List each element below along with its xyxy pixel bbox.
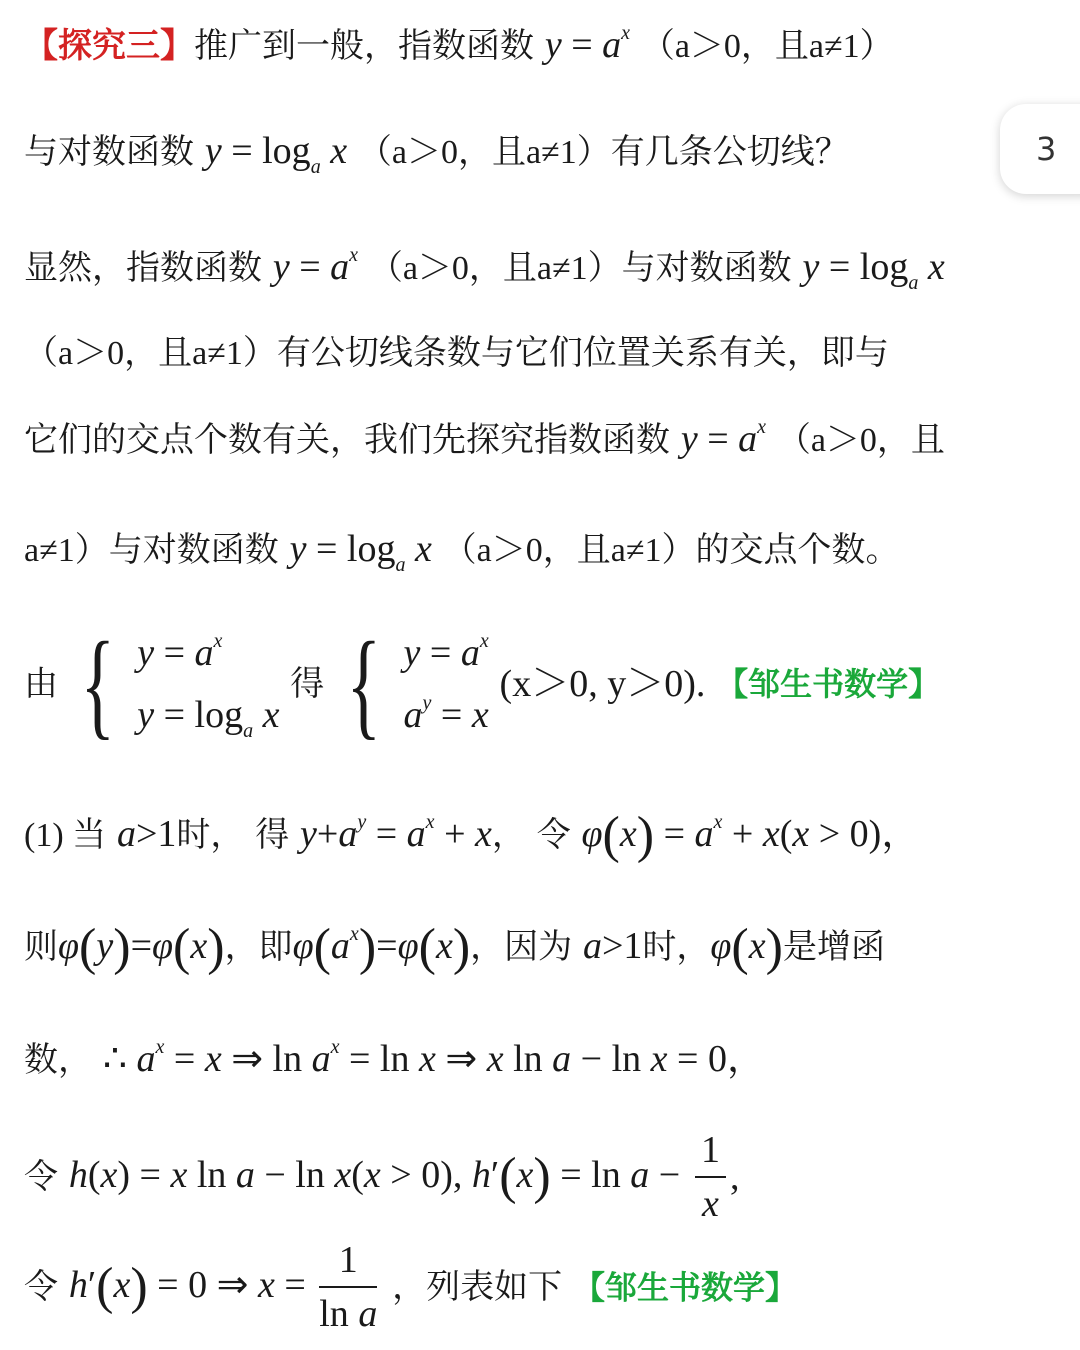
fraction-1-over-lna	[319, 1238, 377, 1337]
fraction-1-over-x	[695, 1128, 726, 1227]
ln-line: 数， ∴ $a^x = x$ ⇒ $\ln a^x = \ln x$ ⇒ x ln a − ln x = 0，	[24, 1036, 765, 1080]
h-prefix: 令	[24, 1157, 58, 1198]
frac-numerator: 1	[319, 1238, 377, 1288]
equation-system-1: { $y = a^x$ $y = \log_a x$	[80, 617, 280, 750]
para-line-4: a≠1）与对数函数 $y = \log_a x$ （a＞0，且a≠1）的交点个数。	[24, 528, 900, 576]
para-line-1: 显然，指数函数 $y = a^x$ （a＞0，且a≠1）与对数函数 $y = \log_a x$	[24, 244, 945, 294]
para-text: 与对数函数	[621, 248, 792, 288]
h-suffix: ,	[729, 1155, 740, 1198]
zero-suffix: ，列表如下	[392, 1267, 563, 1308]
para-text: 有公切线条数与它们位置关系有关，即与	[276, 333, 889, 373]
para-text: 显然，指数函数	[24, 248, 262, 288]
para-line-3: 它们的交点个数有关，我们先探究指数函数 $y = a^x$ （a＞0，且	[24, 416, 945, 460]
question-line-1: 【探究三】推广到一般，指数函数 $y = a^x$ （a＞0，且a≠1）	[24, 22, 894, 66]
condition-text-5: （a＞0，且a≠1）	[442, 532, 696, 569]
section-tag: 【探究三】	[24, 26, 194, 66]
condition-text: （a＞0，且a≠1）	[640, 28, 894, 65]
condition-text-2: （a＞0，且a≠1）	[357, 134, 611, 171]
equation-system-2: { $y = a^x$ $a^y = x$	[346, 617, 489, 750]
system-prefix: 由	[24, 664, 58, 704]
ln-prefix: 数，	[24, 1040, 92, 1080]
para-text: a≠1）与对数函数	[24, 532, 279, 569]
case-label: (1) 当	[24, 817, 107, 854]
system-line	[24, 617, 1060, 750]
question-suffix: 有几条公切线？	[610, 132, 849, 172]
para-text: （a＞0，且	[776, 422, 945, 459]
zero-line: 令 h′(x) = 0 ⇒ x = $\frac{1}{\text{ln a}}$ ，列表如下 【邹生书数学】	[24, 1238, 1060, 1337]
question-text-2: 与对数函数	[24, 132, 194, 172]
page-number-badge[interactable]: 3	[1000, 104, 1080, 194]
case-get: 得	[255, 815, 290, 855]
h-line: 令 h(x) = x ln a − ln x(x > 0), h′(x) = ln a − $\frac{1}{x}$ ,	[24, 1128, 1060, 1227]
frac-denominator: ln a	[319, 1292, 378, 1335]
frac-denominator: x	[702, 1182, 719, 1225]
condition-text-3: （a＞0，且a≠1）	[368, 250, 622, 287]
domain-condition: (x＞0, y＞0).	[499, 663, 706, 705]
zero-prefix: 令	[24, 1267, 58, 1308]
phi-prefix: 则	[24, 927, 58, 967]
para-line-2	[24, 333, 1060, 373]
para-text: 它们的交点个数有关，我们先探究指数函数	[24, 420, 670, 460]
watermark-2: 【邹生书数学】	[572, 1268, 797, 1307]
system-mid: 得	[290, 664, 325, 704]
phi-line: 则φ(y)=φ(x)，即$\varphi(a^x)=\varphi(x)$，因为 a>1时，φ(x)是增函	[24, 919, 885, 976]
question-text: 推广到一般，指数函数	[194, 26, 534, 66]
question-line-2: 与对数函数 $y = \log_a x$ （a＞0，且a≠1）有几条公切线？	[24, 130, 849, 178]
para-text: 的交点个数。	[695, 530, 900, 570]
case-let: 令	[536, 815, 571, 855]
condition-text-4: （a＞0，且a≠1）	[24, 335, 277, 372]
watermark-1: 【邹生书数学】	[716, 665, 941, 703]
frac-numerator: 1	[695, 1128, 726, 1178]
case1-line: (1) 当 a>1时， 得 $y+a^y = a^x + x$， 令 $\varphi(x) = a^x + x(x > 0)$，	[24, 807, 920, 864]
